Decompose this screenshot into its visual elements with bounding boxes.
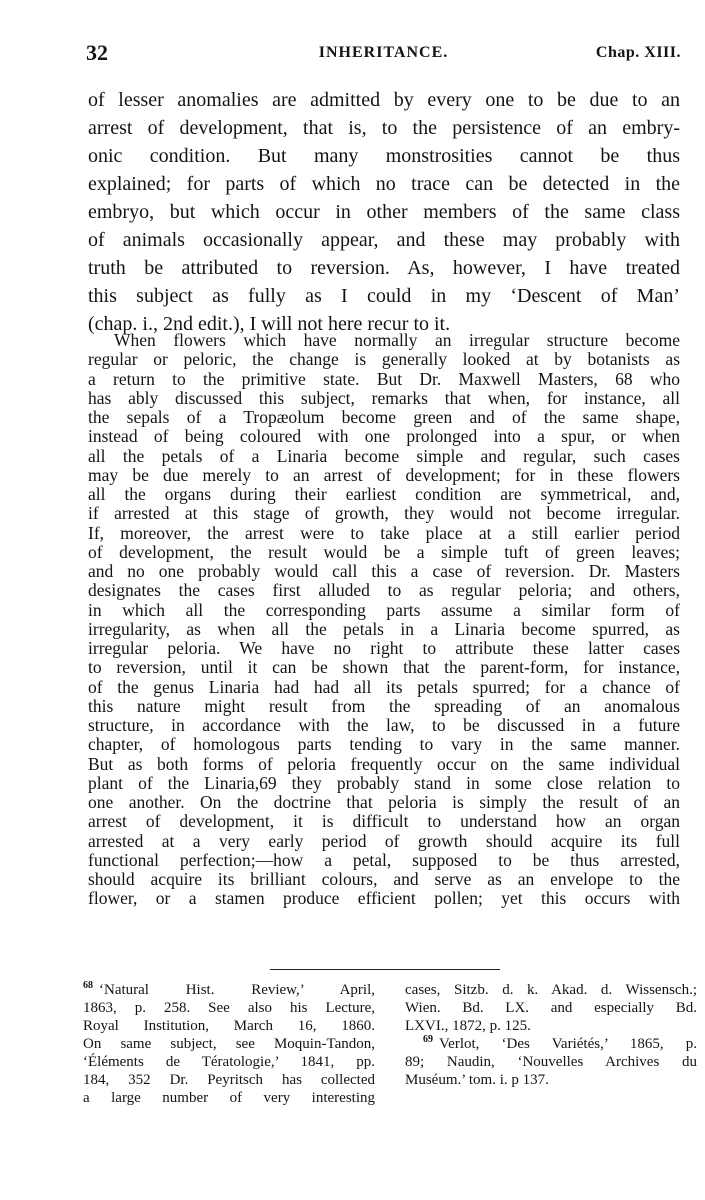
text-line: plant of the Linaria,69 they probably stand in some close relation to: [88, 772, 680, 793]
footnote-line: On same subject, see Moquin-Tandon,: [83, 1036, 375, 1052]
footnote-line: Muséum.’ tom. i. p 137.: [405, 1072, 549, 1088]
footnote-marker: 69: [423, 1034, 433, 1045]
text-line: flower, or a stamen produce efficient pollen; yet this occurs with: [88, 888, 680, 909]
footnote-line: Royal Institution, March 16, 1860.: [83, 1018, 375, 1034]
footnote-line: ‘Éléments de Tératologie,’ 1841, pp.: [83, 1054, 375, 1070]
chapter-label: Chap. XIII.: [595, 44, 681, 61]
text-line: to reversion, until it can be shown that the parent-form, for instance,: [88, 657, 680, 678]
text-line: and no one probably would call this a case of reversion. Dr. Masters: [88, 561, 680, 581]
footnote-line: LXVI., 1872, p. 125.: [405, 1018, 531, 1034]
text-line: has ably discussed this subject, remarks that when, for instance, all: [88, 387, 680, 408]
text-line: onic condition. But many monstrosities cannot be thus: [88, 145, 680, 167]
footnote-column-right: [405, 981, 697, 1089]
footnote-line: cases, Sitzb. d. k. Akad. d. Wissensch.;: [405, 982, 697, 998]
text-line: this nature might result from the spreading of an anomalous: [88, 695, 680, 716]
text-line: may be due merely to an arrest of development; for in these flowers: [88, 464, 680, 485]
running-title: INHERITANCE.: [318, 44, 449, 61]
text-line: irregularity, as when all the petals in a Linaria become spurred, as: [88, 618, 680, 639]
text-line: if arrested at this stage of growth, they would not become irregular.: [88, 503, 680, 524]
text-line: of lesser anomalies are admitted by every one to be due to an: [88, 89, 680, 111]
text-line: of development, the result would be a simple tuft of green leaves;: [88, 541, 680, 562]
text-line: chapter, of homologous parts tending to vary in the same manner.: [88, 734, 680, 755]
text-line: embryo, but which occur in other members of the same class: [88, 201, 680, 223]
text-line: one another. On the doctrine that peloria is simply the result of an: [88, 792, 680, 812]
footnote-line: Verlot, ‘Des Variétés,’ 1865, p.: [439, 1036, 697, 1052]
footnote-line: 184, 352 Dr. Peyritsch has collected: [83, 1072, 375, 1088]
text-line: arrest of development, that is, to the persistence of an embry-: [88, 117, 680, 139]
text-line: designates the cases first alluded to as regular peloria; and others,: [88, 580, 680, 601]
footnote-divider: [270, 969, 500, 970]
text-line: all the organs during their earliest condition are symmetrical, and,: [88, 484, 680, 504]
footnote-line: 89; Naudin, ‘Nouvelles Archives du: [405, 1054, 697, 1070]
footnote-line: Wien. Bd. LX. and especially Bd.: [405, 1000, 697, 1016]
text-line: If, moreover, the arrest were to take place at a still earlier period: [88, 522, 680, 543]
text-line: truth be attributed to reversion. As, however, I have treated: [88, 257, 680, 279]
text-line: arrest of development, it is difficult to understand how an organ: [88, 811, 680, 832]
text-line: functional perfection;—how a petal, supposed to be thus arrested,: [88, 849, 680, 870]
text-line: should acquire its brilliant colours, and serve as an envelope to the: [88, 869, 680, 889]
text-line: of the genus Linaria had had all its petals spurred; for a chance of: [88, 676, 680, 697]
text-line: structure, in accordance with the law, to be discussed in a future: [88, 715, 680, 735]
footnote-marker: 68: [83, 980, 93, 991]
footnote-line: 1863, p. 258. See also his Lecture,: [83, 1000, 375, 1016]
footnote-line: ‘Natural Hist. Review,’ April,: [99, 982, 375, 998]
text-line: a return to the primitive state. But Dr. Maxwell Masters, 68 who: [88, 368, 680, 389]
text-line: in which all the corresponding parts assume a similar form of: [88, 599, 680, 620]
text-line: arrested at a very early period of growth should acquire its full: [88, 830, 680, 851]
text-line: (chap. i., 2nd edit.), I will not here recur to it.: [88, 313, 451, 335]
text-line: explained; for parts of which no trace can be detected in the: [88, 173, 680, 195]
text-line: instead of being coloured with one prolonged into a spur, or when: [88, 426, 680, 447]
footnote-68: [83, 981, 375, 1107]
text-line: regular or peloric, the change is generally looked at by botanists as: [88, 349, 680, 370]
page-header: [86, 40, 681, 70]
text-line: this subject as fully as I could in my ‘Descent of Man’: [88, 285, 680, 307]
footnote-69: [405, 1035, 697, 1053]
text-line: the sepals of a Tropæolum become green and of the same shape,: [88, 407, 680, 427]
paragraph-large: [88, 86, 680, 338]
text-line: But as both forms of peloria frequently occur on the same individual: [88, 753, 680, 774]
text-line: When flowers which have normally an irregular structure become: [114, 330, 680, 350]
page-number: 32: [86, 40, 108, 65]
text-line: all the petals of a Linaria become simple and regular, such cases: [88, 445, 680, 466]
text-line: of animals occasionally appear, and these may probably with: [88, 229, 680, 251]
paragraph-peloria: [88, 331, 680, 909]
footnote-line: a large number of very interesting: [83, 1090, 375, 1106]
text-line: irregular peloria. We have no right to attribute these latter cases: [88, 638, 680, 658]
